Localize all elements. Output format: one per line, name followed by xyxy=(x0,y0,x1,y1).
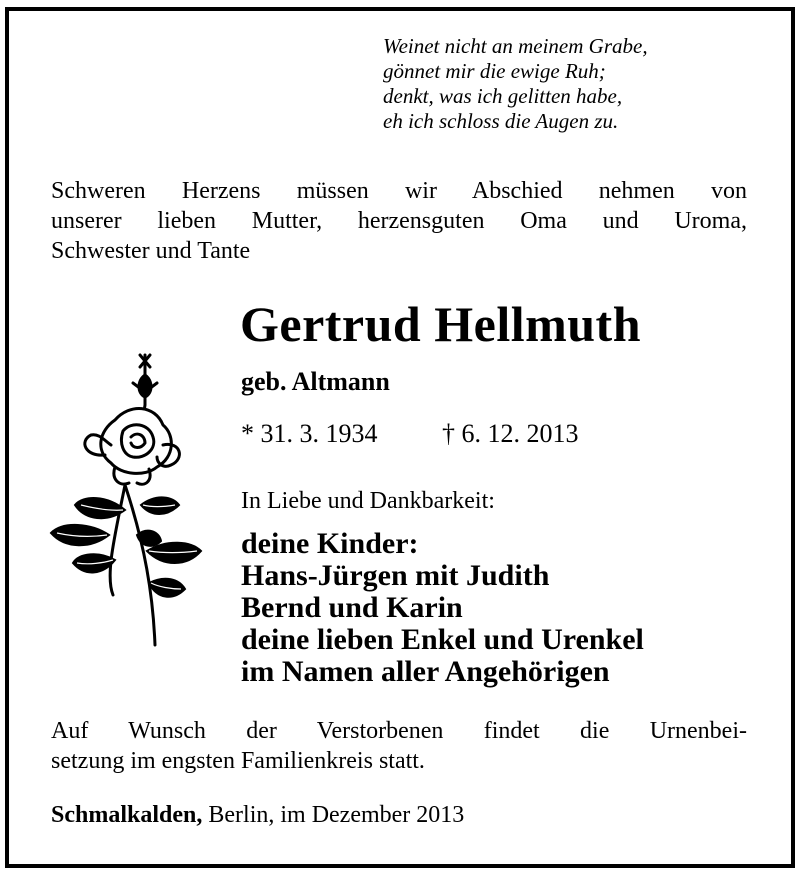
intro-line: Schwester und Tante xyxy=(51,238,251,264)
notice-line: Auf Wunsch der Verstorbenen findet die Urnenbei- xyxy=(51,718,747,744)
intro-text xyxy=(51,176,747,266)
poem-line: gönnet mir die ewige Ruh; xyxy=(383,59,606,83)
mourner-line: deine Kinder: xyxy=(241,527,419,560)
poem-line: Weinet nicht an meinem Grabe, xyxy=(383,34,648,58)
mourner-line: im Namen aller Angehörigen xyxy=(241,655,610,688)
intro-line: unserer lieben Mutter, herzensguten Oma und Uroma, xyxy=(51,208,747,234)
birth-date: * 31. 3. 1934 xyxy=(241,419,378,448)
thanks-line: In Liebe und Dankbarkeit: xyxy=(241,488,495,514)
mourner-line: deine lieben Enkel und Urenkel xyxy=(241,623,644,656)
death-date: † 6. 12. 2013 xyxy=(442,419,579,448)
poem-line: eh ich schloss die Augen zu. xyxy=(383,109,619,133)
mourner-line: Bernd und Karin xyxy=(241,591,463,624)
funeral-notice xyxy=(51,716,747,776)
signature-line xyxy=(51,800,464,830)
deceased-name: Gertrud Hellmuth xyxy=(240,296,642,352)
notice-line: setzung im engsten Familienkreis statt. xyxy=(51,748,425,774)
mourners-list xyxy=(241,528,644,688)
life-dates xyxy=(241,418,579,450)
intro-line: Schweren Herzens müssen wir Abschied nehmen von xyxy=(51,178,747,204)
signature-rest: Berlin, im Dezember 2013 xyxy=(202,802,465,828)
poem xyxy=(383,34,763,134)
poem-line: denkt, was ich gelitten habe, xyxy=(383,84,623,108)
rose-icon xyxy=(45,345,205,650)
mourner-line: Hans-Jürgen mit Judith xyxy=(241,559,550,592)
signature-place: Schmalkalden, xyxy=(51,802,203,828)
birth-name: geb. Altmann xyxy=(241,367,390,396)
